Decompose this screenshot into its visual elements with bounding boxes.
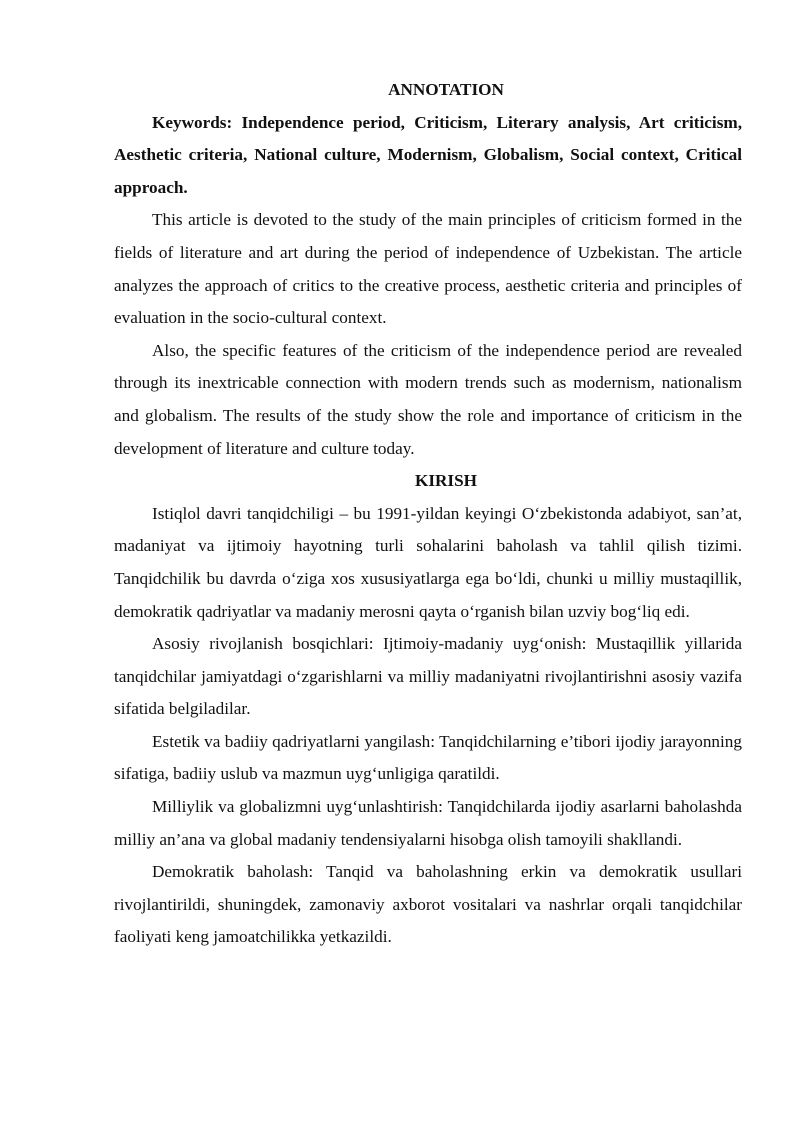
kirish-paragraph-2: Asosiy rivojlanish bosqichlari: Ijtimoiy-madaniy uyg‘onish: Mustaqillik yillarida tanqidchilar jamiyatdagi o‘zgarishlarni va milliy madaniyatni rivojlantirishni asosiy vazifa sifatida belgiladilar. — [114, 634, 742, 719]
annotation-paragraph-2: Also, the specific features of the criticism of the independence period are revealed through its inextricable connection with modern trends such as modernism, nationalism and globalism. The results of the study show the role and importance of criticism in the development of literature and culture today. — [114, 340, 742, 458]
kirish-paragraph-1: Istiqlol davri tanqidchiligi – bu 1991-yildan keyingi O‘zbekistonda adabiyot, san’at, madaniyat va ijtimoiy hayotning turli sohalarini baholash va tahlil qilish tizimi. Tanqidchilik bu davrda o‘ziga xos xususiyatlarga ega bo‘ldi, chunki u milliy mustaqillik, demokratik qadriyatlar va madaniy merosni qayta o‘rganish bilan uzviy bog‘liq edi. — [114, 503, 742, 621]
document-page — [114, 74, 742, 954]
keywords-label: Keywords: — [152, 112, 233, 132]
kirish-paragraph-4: Milliylik va globalizmni uyg‘unlashtirish: Tanqidchilarda ijodiy asarlarni baholashda milliy an’ana va global madaniy tendensiyalarni hisobga olish tamoyili shakllandi. — [114, 797, 742, 849]
annotation-heading: ANNOTATION — [388, 80, 504, 99]
kirish-paragraph-3: Estetik va badiiy qadriyatlarni yangilash: Tanqidchilarning e’tibori ijodiy jarayonning sifatiga, badiiy uslub va mazmun uyg‘unligiga qaratildi. — [114, 731, 742, 784]
kirish-paragraph-5: Demokratik baholash: Tanqid va baholashning erkin va demokratik usullari rivojlantirildi, shuningdek, zamonaviy axborot vositalari va nashrlar orqali tanqidchilar faoliyati keng jamoatchilikka yetkazildi. — [114, 862, 742, 947]
keywords-paragraph — [114, 107, 742, 205]
keywords-text: Independence period, Criticism, Literary analysis, Art criticism, Aesthetic criteria, National culture, Modernism, Globalism, Social context, Critical approach. — [114, 112, 743, 197]
kirish-heading: KIRISH — [414, 471, 478, 491]
annotation-paragraph-1: This article is devoted to the study of the main principles of criticism formed in the fields of literature and art during the period of independence of Uzbekistan. The article analyzes the approach of critics to the creative process, aesthetic criteria and principles of evaluation in the socio-cultural context. — [114, 210, 742, 328]
